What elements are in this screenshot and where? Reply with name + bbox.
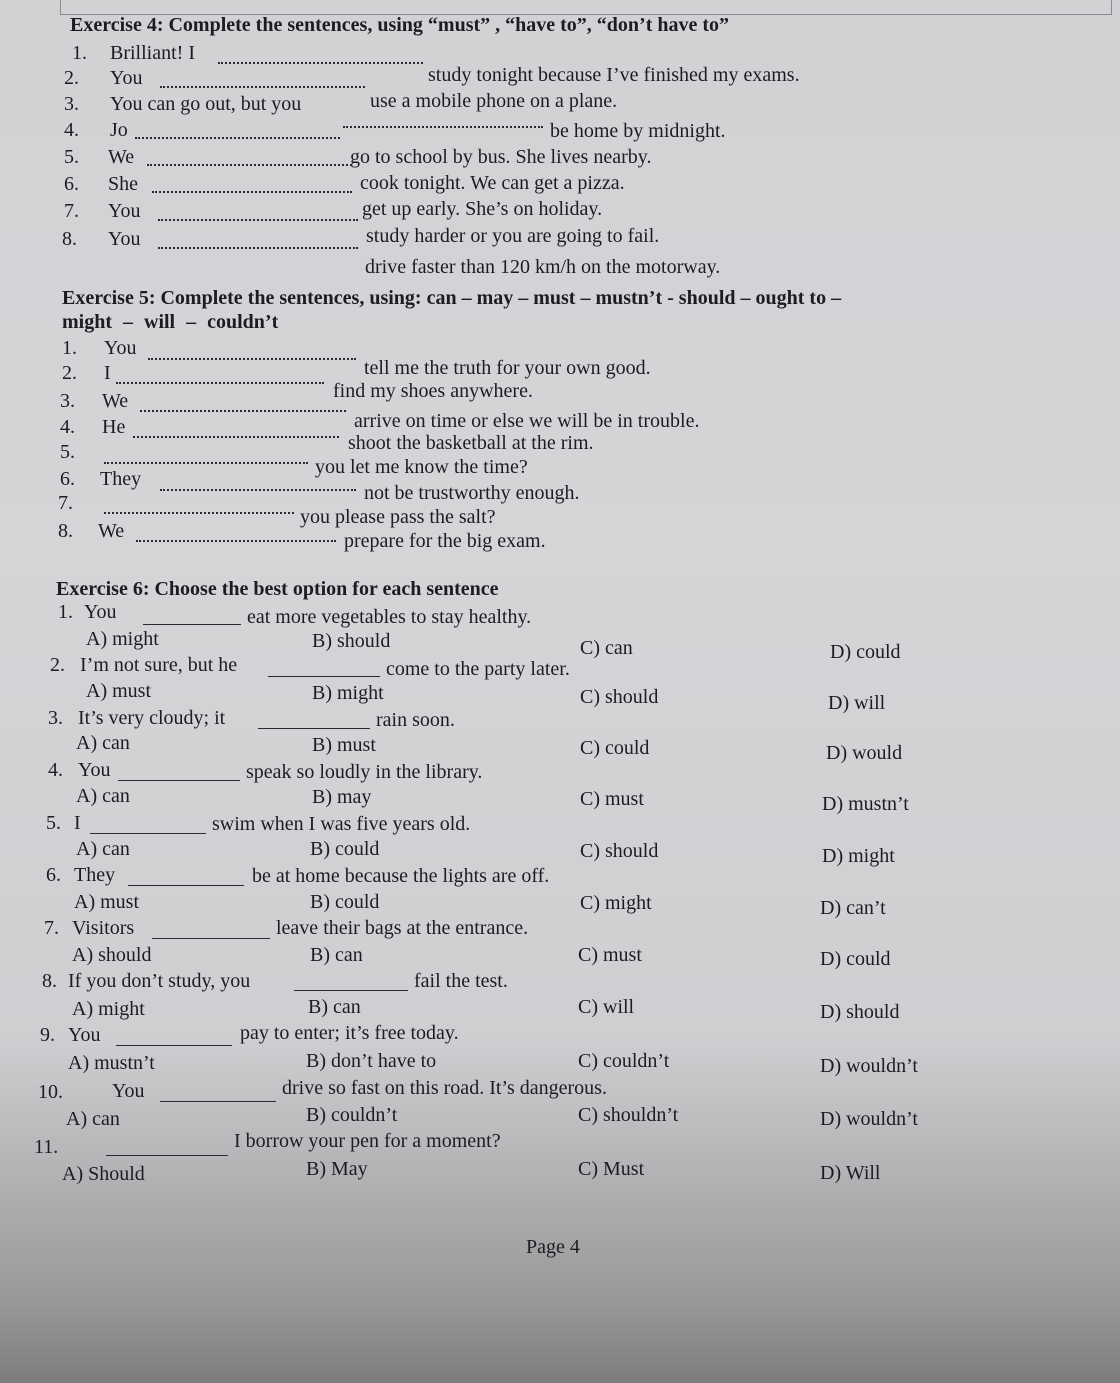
ex4-item-4-num: 4.: [64, 119, 79, 141]
ex5-item-2-answer-line[interactable]: [116, 382, 324, 384]
ex6-q11-end: I borrow your pen for a moment?: [234, 1130, 501, 1152]
ex4-item-6-num: 6.: [64, 173, 79, 195]
ex4-item-7-answer-line[interactable]: [158, 219, 358, 221]
ex6-q4-end: speak so loudly in the library.: [246, 761, 483, 783]
ex5-item-1-start: You: [104, 337, 137, 359]
ex4-item-5-start: We: [108, 146, 135, 168]
ex4-item-7-start: You: [108, 200, 141, 222]
ex4-item-3-answer-line[interactable]: [343, 126, 543, 128]
exercise-5-heading: Exercise 5: Complete the sentences, using: can – may – must – mustn’t - should – ought to –: [62, 287, 842, 309]
ex6-q9-blank[interactable]: [116, 1045, 232, 1046]
ex6-q3-option-a[interactable]: A) can: [76, 732, 130, 754]
ex4-item-2-num: 2.: [64, 67, 79, 89]
ex6-q6-num: 6.: [46, 864, 61, 886]
ex5-item-4-num: 4.: [60, 416, 75, 438]
ex6-q11-option-d[interactable]: D) Will: [820, 1162, 881, 1184]
ex6-q5-num: 5.: [46, 812, 61, 834]
ex6-q11-blank[interactable]: [106, 1155, 228, 1156]
ex6-q4-option-b[interactable]: B) may: [312, 786, 372, 808]
ex4-item-1-answer-line[interactable]: [218, 62, 423, 64]
ex6-q7-num: 7.: [44, 917, 59, 939]
ex6-q5-blank[interactable]: [90, 833, 206, 834]
ex6-q1-blank[interactable]: [143, 624, 241, 625]
ex6-q3-num: 3.: [48, 707, 63, 729]
ex5-item-7-answer-line[interactable]: [104, 512, 294, 514]
ex6-q2-start: I’m not sure, but he: [80, 654, 238, 676]
ex6-q5-end: swim when I was five years old.: [212, 813, 471, 835]
ex5-item-5-num: 5.: [60, 441, 75, 463]
ex4-item-5-end: cook tonight. We can get a pizza.: [360, 172, 625, 194]
ex6-q2-option-c[interactable]: C) should: [580, 686, 659, 708]
ex6-q7-option-d[interactable]: D) could: [820, 948, 891, 970]
ex6-q1-option-d[interactable]: D) could: [830, 641, 901, 663]
ex6-q3-option-d[interactable]: D) would: [826, 742, 903, 764]
ex6-q9-option-a[interactable]: A) mustn’t: [68, 1052, 155, 1074]
ex6-q1-option-c[interactable]: C) can: [580, 637, 633, 659]
page-top-border: [60, 0, 1112, 15]
ex5-item-2-end: find my shoes anywhere.: [333, 380, 533, 402]
ex4-item-1-start: Brilliant! I: [110, 42, 195, 64]
ex4-item-6-start: She: [108, 173, 138, 195]
ex4-item-5-answer-line[interactable]: [147, 164, 352, 166]
ex4-item-1-end: study tonight because I’ve finished my exams.: [428, 64, 800, 86]
ex6-q7-option-b[interactable]: B) can: [310, 944, 363, 966]
ex4-item-2-start: You: [110, 67, 143, 89]
ex4-item-3-end: be home by midnight.: [550, 120, 726, 142]
ex6-q3-end: rain soon.: [376, 709, 455, 731]
ex6-q5-option-d[interactable]: D) might: [822, 845, 895, 867]
ex4-item-3-start: You can go out, but you: [110, 93, 302, 115]
ex4-item-5-num: 5.: [64, 146, 79, 168]
ex6-q6-blank[interactable]: [128, 885, 244, 886]
ex6-q9-option-d[interactable]: D) wouldn’t: [820, 1055, 918, 1077]
ex4-item-2-end: use a mobile phone on a plane.: [370, 90, 618, 112]
ex6-q9-start: You: [68, 1024, 101, 1046]
ex5-item-3-num: 3.: [60, 390, 75, 412]
ex6-q11-option-b[interactable]: B) May: [306, 1158, 368, 1180]
ex6-q7-option-c[interactable]: C) must: [578, 944, 642, 966]
ex6-q8-option-c[interactable]: C) will: [578, 996, 635, 1018]
ex5-item-6-answer-line[interactable]: [160, 489, 356, 491]
ex5-item-3-end: arrive on time or else we will be in trouble.: [354, 410, 700, 432]
ex6-q7-option-a[interactable]: A) should: [72, 944, 152, 966]
ex6-q3-option-c[interactable]: C) could: [580, 737, 650, 759]
ex6-q6-option-b[interactable]: B) could: [310, 891, 380, 913]
ex6-q1-option-a[interactable]: A) might: [86, 628, 159, 650]
ex4-item-4-answer-line[interactable]: [135, 137, 340, 139]
ex4-item-7-end: study harder or you are going to fail.: [366, 225, 660, 247]
ex6-q10-option-b[interactable]: B) couldn’t: [306, 1104, 398, 1126]
ex5-item-6-num: 6.: [60, 468, 75, 490]
exercise-4-heading: Exercise 4: Complete the sentences, using “must” , “have to”, “don’t have to”: [70, 14, 730, 36]
ex6-q2-option-a[interactable]: A) must: [86, 680, 151, 702]
exercise-5-heading-line-2: might – will – couldn’t: [62, 311, 279, 333]
ex6-q8-start: If you don’t study, you: [68, 970, 251, 992]
ex4-item-3-num: 3.: [64, 93, 79, 115]
ex6-q10-start: You: [112, 1080, 145, 1102]
ex6-q3-option-b[interactable]: B) must: [312, 734, 376, 756]
ex4-item-7-num: 7.: [64, 200, 79, 222]
ex6-q10-num: 10.: [38, 1081, 63, 1103]
ex6-q9-num: 9.: [40, 1024, 55, 1046]
ex6-q5-option-c[interactable]: C) should: [580, 840, 659, 862]
ex6-q5-option-b[interactable]: B) could: [310, 838, 380, 860]
ex6-q11-option-c[interactable]: C) Must: [578, 1158, 645, 1180]
ex4-item-4-start: Jo: [110, 119, 128, 141]
ex6-q8-option-b[interactable]: B) can: [308, 996, 361, 1018]
ex6-q2-option-b[interactable]: B) might: [312, 682, 384, 704]
ex6-q10-end: drive so fast on this road. It’s dangerous.: [282, 1077, 607, 1099]
ex6-q2-blank[interactable]: [268, 676, 380, 677]
ex6-q10-option-d[interactable]: D) wouldn’t: [820, 1108, 918, 1130]
ex5-item-6-end: not be trustworthy enough.: [364, 482, 580, 504]
ex6-q6-end: be at home because the lights are off.: [252, 865, 550, 887]
ex6-q2-option-d[interactable]: D) will: [828, 692, 886, 714]
ex6-q3-start: It’s very cloudy; it: [78, 707, 226, 729]
ex5-item-5-answer-line[interactable]: [104, 462, 308, 464]
ex5-item-4-answer-line[interactable]: [133, 436, 339, 438]
ex6-q6-start: They: [74, 864, 116, 886]
ex5-item-2-start: I: [104, 362, 111, 384]
exercise-6-heading: Exercise 6: Choose the best option for each sentence: [56, 578, 499, 600]
ex6-q4-num: 4.: [48, 759, 63, 781]
ex5-item-8-start: We: [98, 520, 125, 542]
ex6-q9-end: pay to enter; it’s free today.: [240, 1022, 459, 1044]
ex6-q10-option-a[interactable]: A) can: [66, 1108, 120, 1130]
ex5-item-1-num: 1.: [62, 337, 77, 359]
ex6-q9-option-c[interactable]: C) couldn’t: [578, 1050, 670, 1072]
ex6-q8-blank[interactable]: [294, 990, 408, 991]
ex5-item-1-end: tell me the truth for your own good.: [364, 357, 651, 379]
ex4-item-1-num: 1.: [72, 42, 87, 64]
ex6-q1-end: eat more vegetables to stay healthy.: [247, 606, 532, 628]
ex4-item-8-num: 8.: [62, 228, 77, 250]
ex6-q8-end: fail the test.: [414, 970, 508, 992]
ex4-item-6-end: get up early. She’s on holiday.: [362, 198, 603, 220]
ex5-item-8-end: prepare for the big exam.: [344, 530, 546, 552]
ex5-item-6-start: They: [100, 468, 142, 490]
ex5-item-7-num: 7.: [58, 492, 73, 514]
ex6-q4-option-d[interactable]: D) mustn’t: [822, 793, 909, 815]
ex6-q4-option-c[interactable]: C) must: [580, 788, 644, 810]
ex5-item-3-answer-line[interactable]: [140, 410, 346, 412]
ex6-q8-option-a[interactable]: A) might: [72, 998, 145, 1020]
ex6-q7-blank[interactable]: [152, 938, 270, 939]
ex4-item-8-end: drive faster than 120 km/h on the motorway.: [365, 256, 721, 278]
ex5-item-8-answer-line[interactable]: [136, 540, 336, 542]
ex4-item-8-start: You: [108, 228, 141, 250]
ex6-q8-option-d[interactable]: D) should: [820, 1001, 900, 1023]
ex4-item-2-answer-line[interactable]: [160, 86, 365, 88]
ex4-item-8-answer-line[interactable]: [158, 247, 358, 249]
ex6-q8-num: 8.: [42, 970, 57, 992]
ex5-item-7-end: you please pass the salt?: [300, 506, 496, 528]
ex6-q10-blank[interactable]: [160, 1101, 276, 1102]
ex6-q1-option-b[interactable]: B) should: [312, 630, 391, 652]
page-number: Page 4: [526, 1236, 580, 1258]
ex4-item-4-end: go to school by bus. She lives nearby.: [350, 146, 652, 168]
ex6-q1-num: 1.: [58, 601, 73, 623]
ex6-q4-blank[interactable]: [118, 780, 240, 781]
ex6-q11-num: 11.: [34, 1136, 59, 1158]
ex6-q9-option-b[interactable]: B) don’t have to: [306, 1050, 437, 1072]
ex6-q10-option-c[interactable]: C) shouldn’t: [578, 1104, 679, 1126]
ex4-item-6-answer-line[interactable]: [152, 191, 352, 193]
ex5-item-1-answer-line[interactable]: [148, 358, 356, 360]
ex6-q6-option-a[interactable]: A) must: [74, 891, 139, 913]
ex5-item-8-num: 8.: [58, 520, 73, 542]
ex6-q3-blank[interactable]: [258, 728, 370, 729]
ex6-q7-end: leave their bags at the entrance.: [276, 917, 529, 939]
ex5-item-3-start: We: [102, 390, 129, 412]
ex6-q2-end: come to the party later.: [386, 658, 570, 680]
ex6-q4-option-a[interactable]: A) can: [76, 785, 130, 807]
ex6-q5-option-a[interactable]: A) can: [76, 838, 130, 860]
ex6-q5-start: I: [74, 812, 81, 834]
ex6-q11-option-a[interactable]: A) Should: [62, 1163, 145, 1185]
ex6-q1-start: You: [84, 601, 117, 623]
ex6-q6-option-d[interactable]: D) can’t: [820, 897, 886, 919]
ex5-item-2-num: 2.: [62, 362, 77, 384]
ex6-q7-start: Visitors: [72, 917, 135, 939]
ex6-q6-option-c[interactable]: C) might: [580, 892, 652, 914]
ex5-item-5-end: you let me know the time?: [315, 456, 528, 478]
ex5-item-4-end: shoot the basketball at the rim.: [348, 432, 594, 454]
ex6-q4-start: You: [78, 759, 111, 781]
ex6-q2-num: 2.: [50, 654, 65, 676]
ex5-item-4-start: He: [102, 416, 126, 438]
